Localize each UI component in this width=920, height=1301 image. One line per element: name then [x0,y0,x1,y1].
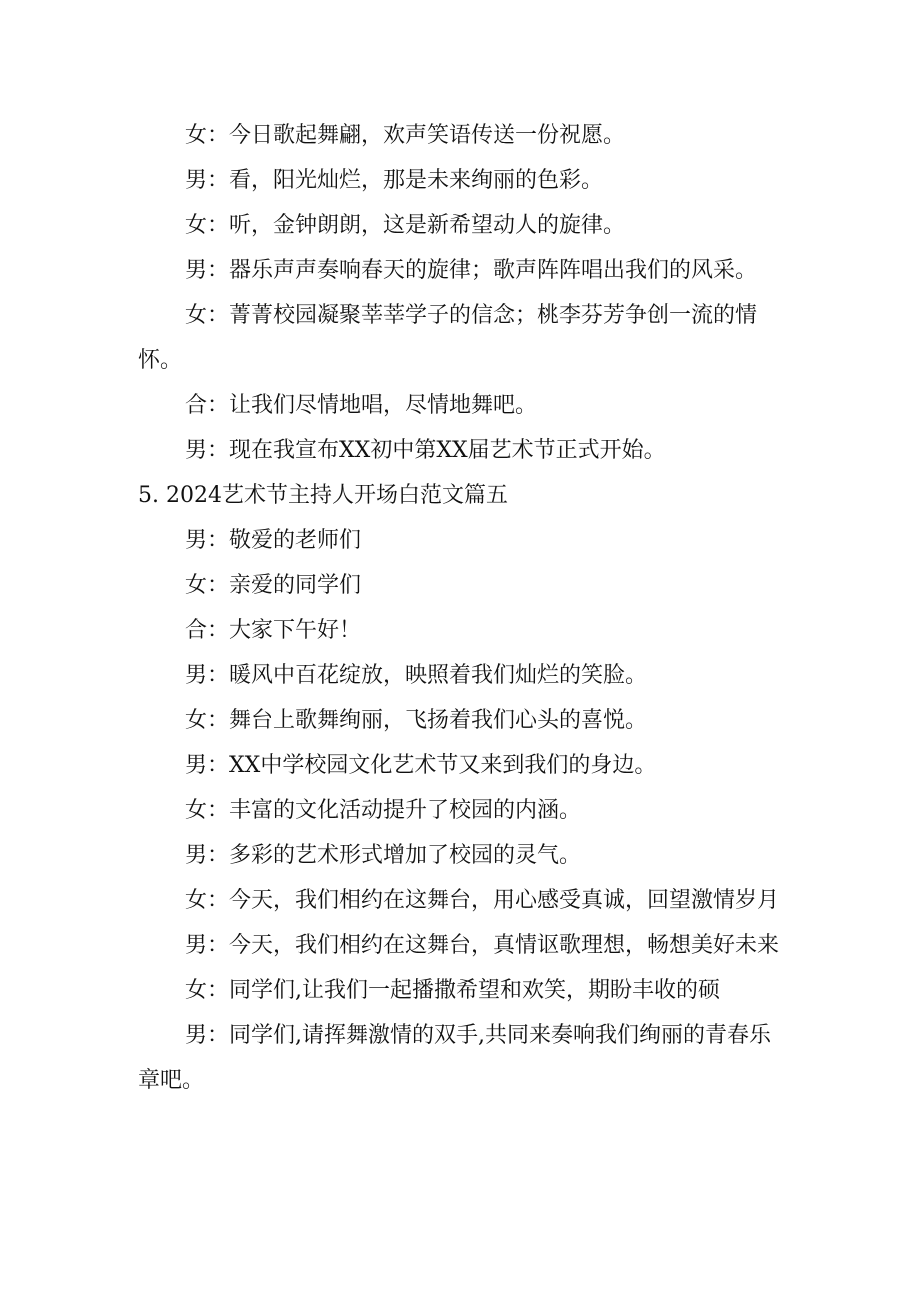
paragraph: 男：敬爱的老师们 [185,528,362,553]
paragraph: 男：同学们,请挥舞激情的双手,共同来奏响我们绚丽的青春乐章吧。 [138,1023,771,1093]
section-heading: 5. 2024艺术节主持人开场白范文篇五 [138,483,508,508]
paragraph: 女：今天，我们相约在这舞台，用心感受真诚，回望激情岁月 [185,888,780,913]
paragraph: 女：丰富的文化活动提升了校园的内涵。 [185,798,582,823]
paragraph: 男：看，阳光灿烂，那是未来绚丽的色彩。 [185,168,604,193]
paragraph: 女：菁菁校园凝聚莘莘学子的信念；桃李芬芳争创一流的情怀。 [138,303,758,373]
paragraph: 女：亲爱的同学们 [185,573,362,598]
paragraph: 男：器乐声声奏响春天的旋律；歌声阵阵唱出我们的风采。 [185,258,758,283]
paragraph: 女：舞台上歌舞绚丽，飞扬着我们心头的喜悦。 [185,708,648,733]
paragraph: 男：现在我宣布XX初中第XX届艺术节正式开始。 [185,438,666,463]
paragraph: 女：同学们,让我们一起播撒希望和欢笑，期盼丰收的硕 [185,978,720,1003]
paragraph: 男：今天，我们相约在这舞台，真情讴歌理想，畅想美好未来 [185,933,780,958]
paragraph: 女：今日歌起舞翩，欢声笑语传送一份祝愿。 [185,123,626,148]
paragraph: 男：暖风中百花绽放，映照着我们灿烂的笑脸。 [185,663,648,688]
paragraph: 合：大家下午好！ [185,618,362,643]
paragraph: 合：让我们尽情地唱，尽情地舞吧。 [185,393,538,418]
document-body [138,113,788,1103]
paragraph: 男：多彩的艺术形式增加了校园的灵气。 [185,843,582,868]
paragraph: 女：听，金钟朗朗，这是新希望动人的旋律。 [185,213,626,238]
paragraph: 男：XX中学校园文化艺术节又来到我们的身边。 [185,753,657,778]
